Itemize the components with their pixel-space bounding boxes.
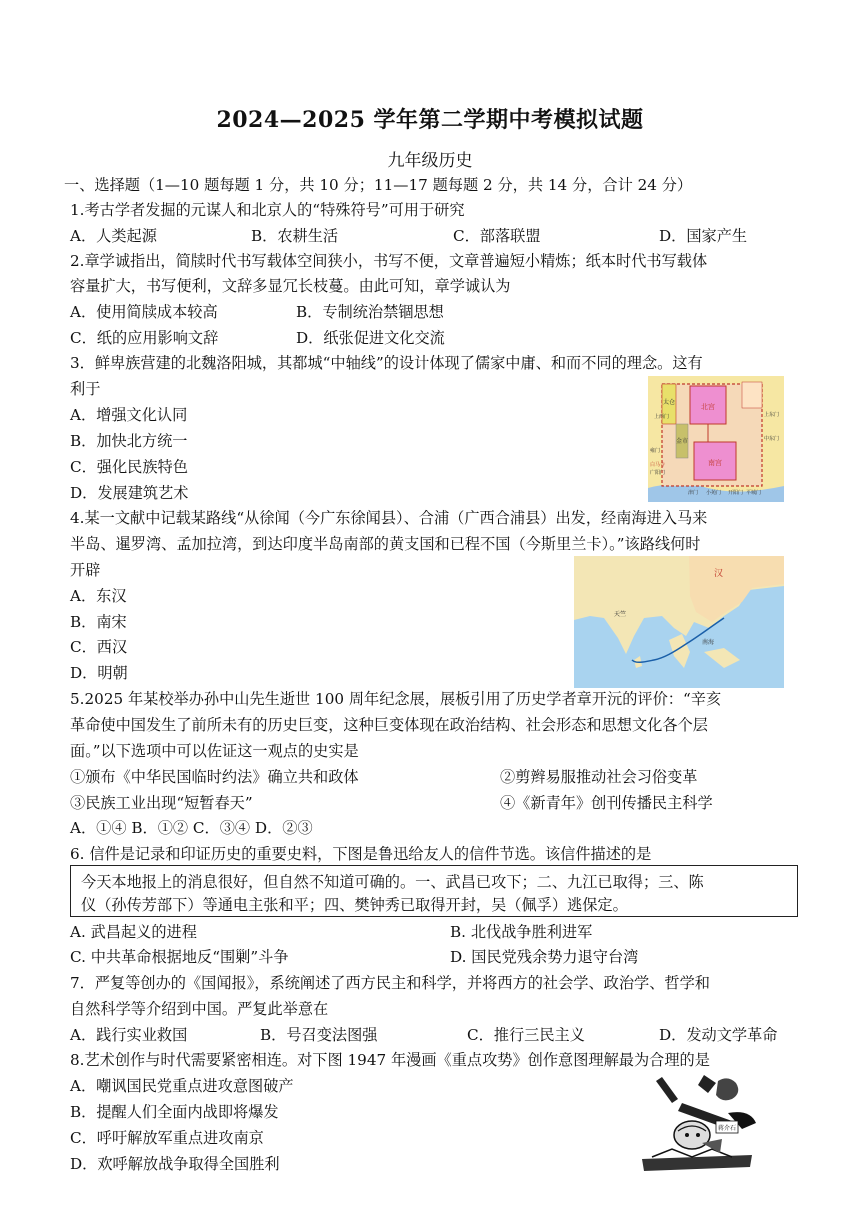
option-d: D．欢呼解放战争取得全国胜利	[70, 1155, 280, 1173]
map-gate-label: 雍门	[650, 448, 661, 454]
question-7-stem-line1: 7．严复等创办的《国闻报》，系统阐述了西方民主和科学，并将西方的社会学、政治学、哲学和	[70, 974, 710, 992]
page-subtitle: 九年级历史	[387, 151, 473, 171]
map-gate-label: 上东门	[764, 412, 780, 418]
question-4-stem-line3: 开辟	[70, 561, 101, 579]
option-d: D．发动文学革命	[659, 1026, 778, 1044]
map-label-nanhai: 南海	[702, 639, 715, 646]
option-a: A．使用简牍成本较高	[70, 303, 218, 321]
map-label-top: 太仓	[662, 399, 676, 406]
cartoon-caption: 蒋介石	[717, 1125, 737, 1132]
option-c: C．推行三民主义	[467, 1026, 585, 1044]
option-a: A．嘲讽国民党重点进攻意图破产	[70, 1077, 294, 1095]
option-b: B. 北伐战争胜利进军	[450, 923, 593, 941]
page-title: 2024—2025 学年第二学期中考模拟试题	[216, 107, 644, 133]
map-gate-label: 中东门	[764, 436, 780, 442]
option-c: C．部落联盟	[453, 227, 541, 245]
option-d: D．国家产生	[659, 227, 748, 245]
question-3-stem-line2: 利于	[70, 380, 101, 398]
question-5-stem-line3: 面。”以下选项中可以佐证这一观点的史实是	[70, 742, 359, 760]
question-4-stem-line1: 4.某一文献中记载某路线“从徐闻（今广东徐闻县）、合浦（广西合浦县）出发，经南海进入马来	[70, 509, 708, 527]
option-b: B．提醒人们全面内战即将爆发	[70, 1103, 279, 1121]
option-c: C．呼吁解放军重点进攻南京	[70, 1129, 264, 1147]
map-gate-label: 广阳门	[650, 470, 666, 476]
statement-1: ①颁布《中华民国临时约法》确立共和政体	[70, 768, 359, 786]
question-6-stem: 6. 信件是记录和印证历史的重要史料，下图是鲁迅给友人的信件节选。该信件描述的是	[70, 845, 652, 863]
map-gate-label: 津门	[688, 490, 699, 496]
option-b: B．南宋	[70, 613, 127, 631]
option-a: A．人类起源	[70, 227, 157, 245]
map-gate-label: 平城门	[746, 490, 762, 496]
option-b: B．专制统治禁锢思想	[296, 303, 444, 321]
option-d: D．纸张促进文化交流	[296, 329, 445, 347]
question-7-stem-line2: 自然科学等介绍到中国。严复此举意在	[70, 1000, 329, 1018]
map-label-market: 金市	[675, 438, 689, 445]
option-c: C．西汉	[70, 638, 128, 656]
map-gate-label: 白马寺	[650, 462, 666, 468]
question-4-stem-line2: 半岛、暹罗湾、孟加拉湾，到达印度半岛南部的黄支国和已程不国（今斯里兰卡）。”该路线何时	[70, 535, 701, 553]
letter-excerpt-box	[70, 865, 798, 917]
option-c: C. 中共革命根据地反“围剿”斗争	[70, 948, 289, 966]
question-5-options: A．①④ B．①② C．③④ D．②③	[70, 819, 313, 837]
option-b: B．加快北方统一	[70, 432, 188, 450]
luoyang-city-map	[648, 376, 784, 502]
map-label-tianzhu: 天竺	[614, 611, 627, 618]
letter-excerpt-line1: 今天本地报上的消息很好，但自然不知道可确的。一、武昌已攻下；二、九江已取得；三、陈	[81, 873, 704, 891]
option-a: A. 武昌起义的进程	[70, 923, 197, 941]
map-gate-label: 上西门	[654, 414, 670, 420]
option-d: D．发展建筑艺术	[70, 484, 189, 502]
statement-3: ③民族工业出现“短暂春天”	[70, 794, 253, 812]
option-a: A．增强文化认同	[70, 406, 188, 424]
option-d: D．明朝	[70, 664, 128, 682]
question-8-stem: 8.艺术创作与时代需要紧密相连。对下图 1947 年漫画《重点攻势》创作意图理解最为合理的是	[70, 1051, 710, 1069]
option-a: A．践行实业救国	[70, 1026, 188, 1044]
section-heading: 一、选择题（1—10 题每题 1 分，共 10 分；11—17 题每题 2 分，共 14 分，合计 24 分）	[64, 176, 693, 194]
option-d: D. 国民党残余势力退守台湾	[450, 948, 639, 966]
question-5-stem-line1: 5.2025 年某校举办孙中山先生逝世 100 周年纪念展，展板引用了历史学者章开沅的评价：“辛亥	[70, 690, 722, 708]
question-1-stem: 1.考古学者发掘的元谋人和北京人的“特殊符号”可用于研究	[70, 201, 465, 219]
option-a: A．东汉	[70, 587, 127, 605]
option-c: C．强化民族特色	[70, 458, 188, 476]
question-2-stem-line1: 2.章学诚指出，简牍时代书写载体空间狭小，书写不便，文章普遍短小精炼；纸本时代书写载体	[70, 252, 708, 270]
option-b: B．农耕生活	[251, 227, 339, 245]
option-c: C．纸的应用影响文辞	[70, 329, 219, 347]
question-2-stem-line2: 容量扩大，书写便利，文辞多显冗长枝蔓。由此可知，章学诚认为	[70, 277, 511, 295]
map-label-han: 汉	[714, 569, 724, 579]
statement-2: ②剪辫易服推动社会习俗变革	[500, 768, 698, 786]
map-gate-label: 小苑门	[706, 490, 722, 496]
maritime-route-map	[574, 556, 784, 688]
option-b: B．号召变法图强	[260, 1026, 378, 1044]
statement-4: ④《新青年》创刊传播民主科学	[500, 794, 713, 812]
cartoon-illustration	[632, 1073, 762, 1179]
map-gate-label: 开阳门	[728, 490, 744, 496]
question-3-stem-line1: 3．鲜卑族营建的北魏洛阳城，其都城“中轴线”的设计体现了儒家中庸、和而不同的理念。这有	[70, 354, 703, 372]
question-5-stem-line2: 革命使中国发生了前所未有的历史巨变，这种巨变体现在政治结构、社会形态和思想文化各个层	[70, 716, 708, 734]
map-label-north-palace: 北宫	[701, 403, 715, 411]
map-label-south-palace: 南宫	[708, 459, 722, 467]
letter-excerpt-line2: 仪（孙传芳部下）等通电主张和平；四、樊钟秀已取得开封，吴（佩孚）逃保定。	[81, 896, 628, 914]
